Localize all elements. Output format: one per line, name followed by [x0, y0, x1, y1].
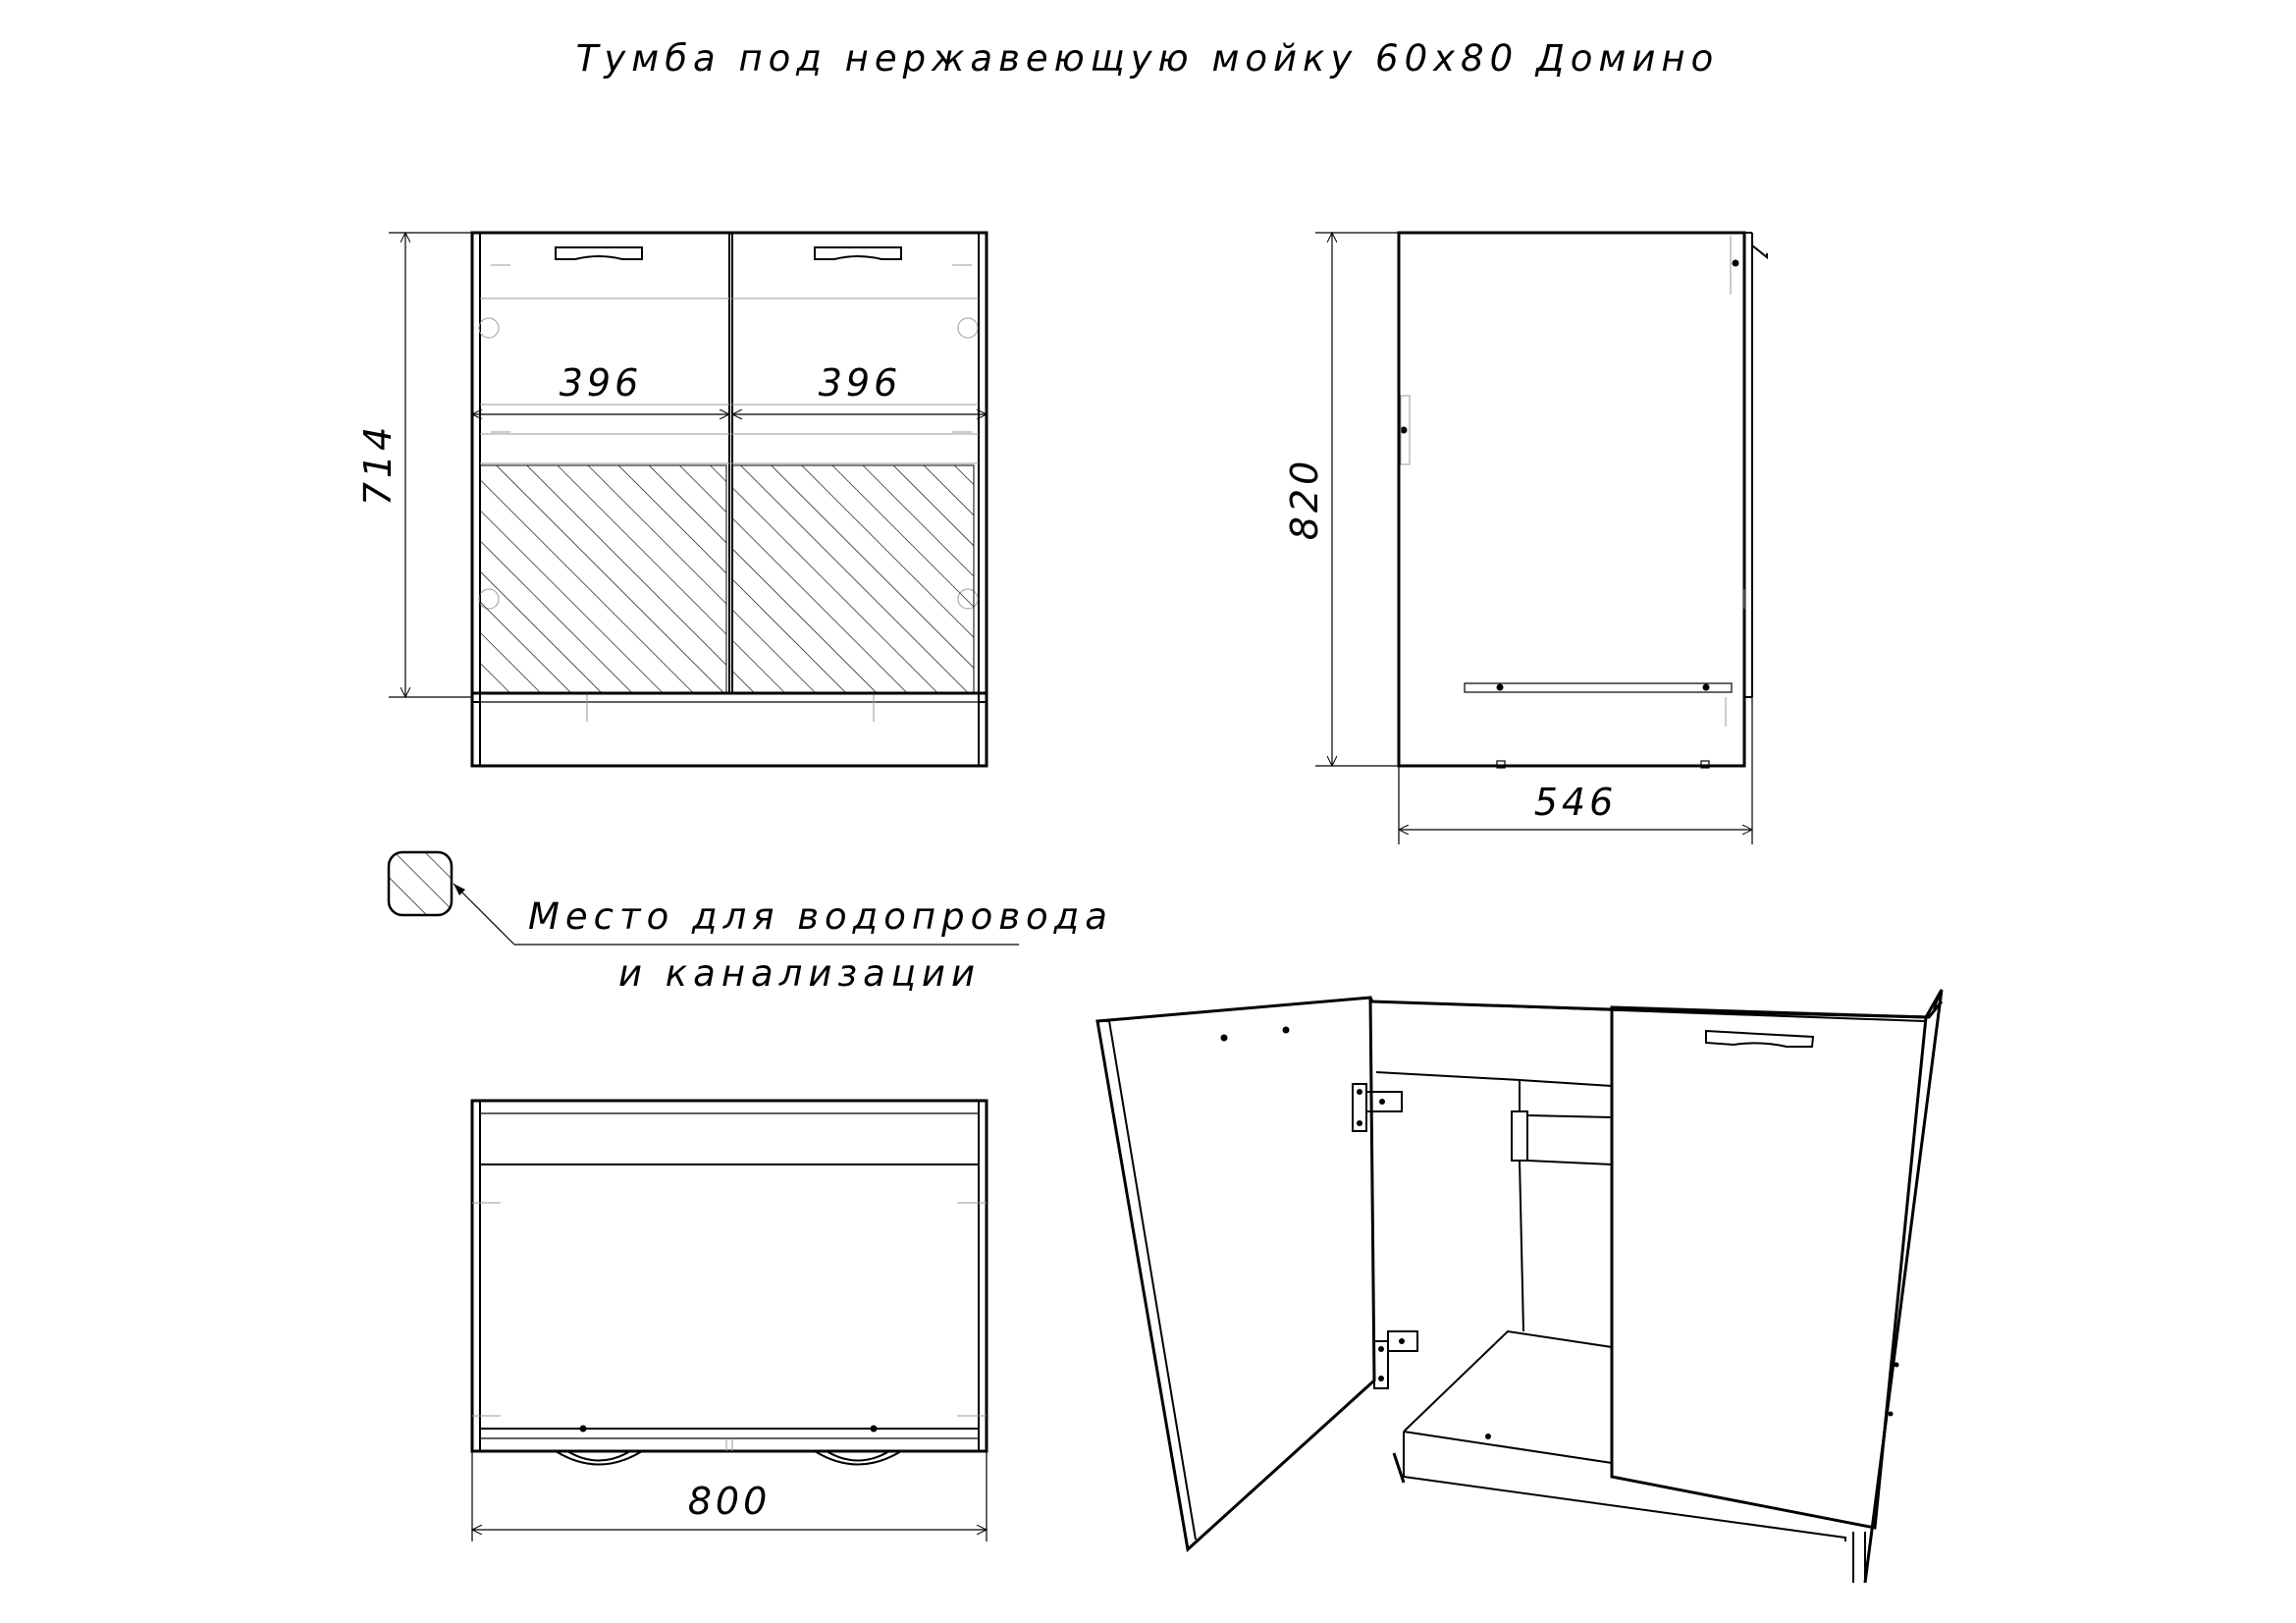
top-carcass: [472, 1101, 987, 1451]
drawing-title: Тумба под нержавеющую мойку 60х80 Домино: [575, 37, 1720, 80]
dim-door-right: 396: [818, 361, 902, 405]
legend: [389, 852, 1113, 995]
plumbing-zone-left: [480, 465, 726, 694]
dim-side-height: 820: [1283, 457, 1326, 541]
dim-top-width: 800: [687, 1480, 772, 1523]
dim-side-depth: 546: [1533, 781, 1618, 824]
legend-hatch-swatch: [389, 852, 452, 915]
iso-right-door: [1612, 1007, 1926, 1528]
legend-note-line2: и канализации: [618, 952, 982, 995]
side-panel: [1399, 233, 1744, 766]
plumbing-zone-right: [732, 465, 974, 694]
iso-left-door: [1097, 998, 1374, 1549]
hinge-upper: [1353, 1084, 1402, 1131]
side-view: [1283, 233, 1767, 844]
top-view: [472, 1101, 987, 1542]
isometric-view: [1097, 990, 1942, 1583]
handle-left-door: [556, 247, 642, 259]
legend-note-line1: Место для водопровода: [528, 895, 1113, 938]
hinge-lower: [1374, 1331, 1417, 1388]
handle-right-door: [815, 247, 901, 259]
front-view: [356, 233, 987, 766]
dim-door-left: 396: [559, 361, 643, 405]
dim-front-height: 714: [356, 422, 400, 507]
iso-right-handle: [1706, 1031, 1813, 1047]
